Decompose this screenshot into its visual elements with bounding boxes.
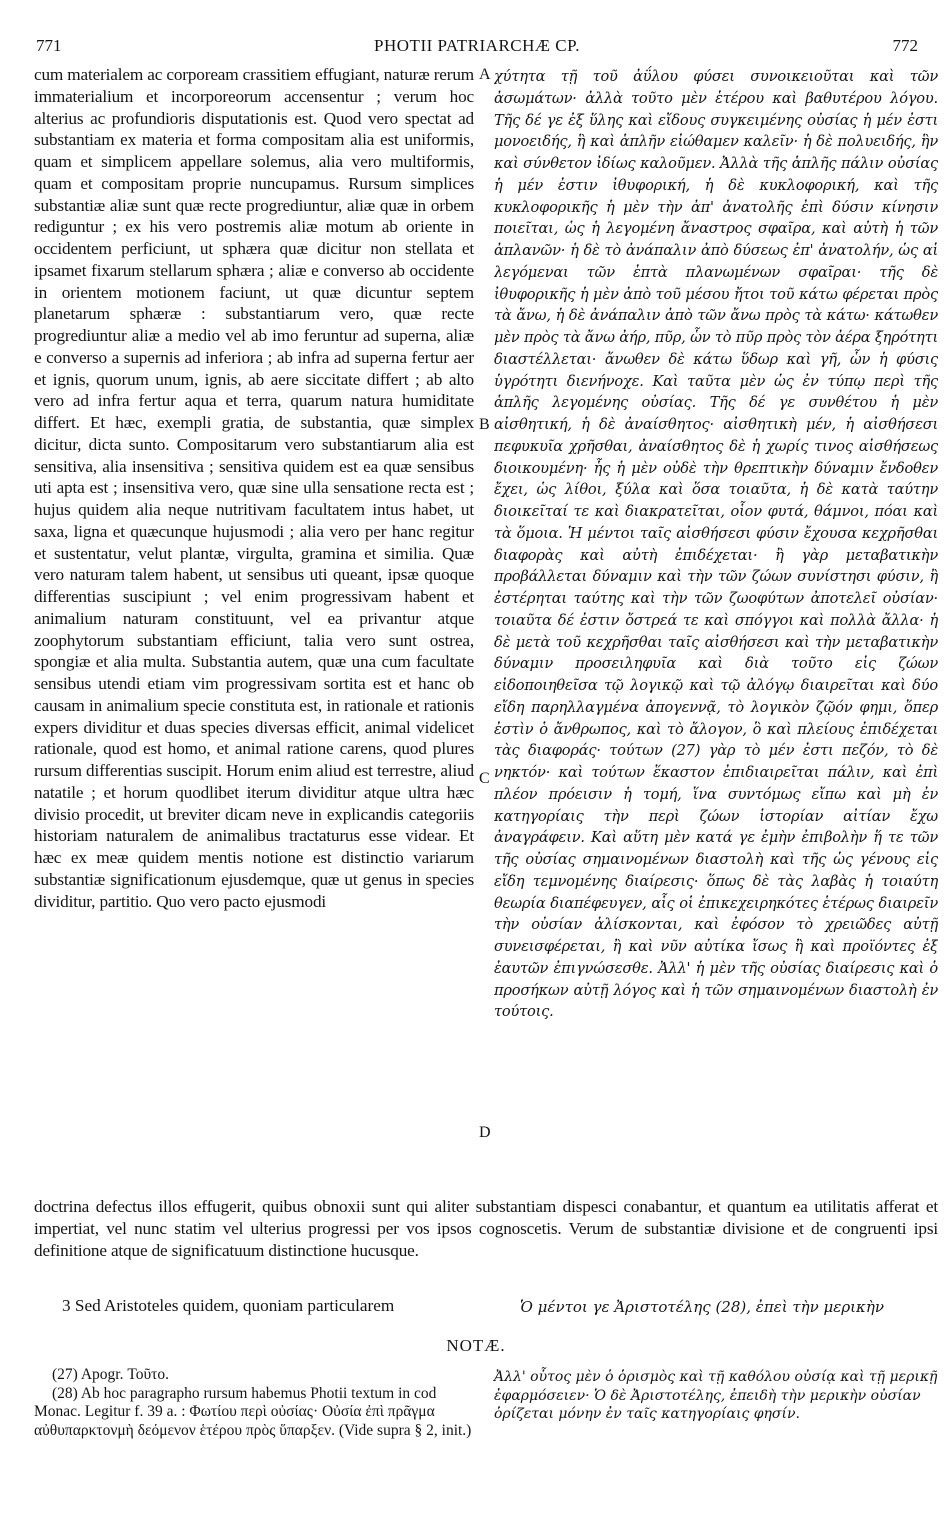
running-header (32, 36, 922, 60)
note-27: (27) Apogr. Τοῦτο. (52, 1366, 170, 1383)
notes-heading: NOTÆ. (446, 1336, 506, 1355)
latin-column: cum materialem ac corpoream crassitiem effugiant, naturæ rerum immaterialium et incorporeorum accensentur ; verum hoc alterius ac profundioris disputationis est. Quod vero spectat ad substantiam ex materia et forma compositam alia est uniformis, quam et simplicem appellare solemus, alia vero multiformis, quam et compositam proprie nuncupamus. Rursum simplices substantiæ aliæ sunt quæ recte progrediuntur, aliæ quæ in orbem rediguntur ; ex his vero postremis aliæ motum ab oriente in occidentem perficiunt, ut sphæra quæ dicitur non stellata et ipsamet fixarum stellarum sphæra ; aliæ e converso ab occidente in orientem motionem faciunt, ut quæ dicuntur septem planetarum sphæræ : substantiarum vero, quæ recte progrediuntur aliæ a medio vel ab imo feruntur ad superna, aliæ e converso a supernis ad inferiora ; ab infra ad superna fertur aer et ignis, quorum unum, ignis, ab aere siccitate differt ; ab alto vero ad infra fertur aqua et terra, quarum natura humiditate differt. Et hæc, exempli gratia, de substantia, quæ simplex dicitur, dicta sunto. Compositarum vero substantiarum alia est sensitiva, alia insensitiva ; sensitiva quidem est ea quæ sensibus uti apta est ; insensitiva vero, quæ sine ulla sensatione recta est ; hujus quidem alia neque nutritivam facultatem intus habet, ut saxa, ligna et quæcunque hujusmodi ; alia vero per hanc regitur et sustentatur, velut plantæ, virgulta, gramina et similia. Quæ vero naturam talem habent, ut sensibus uti queant, ipsæ quoque differentias suscipiunt ; vel enim progressivam habent et animalium naturam constituunt, vel ea privantur atque zoophytorum substantiam efficiunt, talia vero sunt ostrea, spongiæ et alia multa. Substantia autem, quæ una cum facultate sensibus utendi etiam vim progressivam sortita est et hanc ob causam in animalium specie constituta est, in rationale et rationis expers dividitur et duas species diversas efficit, animal videlicet rationale, quod est homo, et animal ratione carens, quod plures rursum differentias suscipit. Horum enim aliud est terrestre, aliud natatile ; et horum quodlibet iterum dividitur atque ultra hæc divisio procedit, ut breviter dicam neve in explicandis categoriis historiam naturalem de animalibus tractaturus esse videar. Et hæc ex meæ quidem mentis notione est distinctio variarum substantiæ significationum ejusdemque, quæ ut genus in species dividitur, partitio. Quo vero pacto ejusmodi (34, 65, 474, 911)
notes-right: Ἀλλ' οὗτος μὲν ὁ ὁρισμὸς καὶ τῇ καθόλου οὐσίᾳ καὶ τῇ μερικῇ ἐφαρμόσειεν· Ὁ δὲ Ἀριστοτέλης, ἐπειδὴ τὴν μερικὴν οὐσίαν ὁρίζεται μόνην ἐν ταῖς κατηγορίαις φησίν. (494, 1369, 938, 1422)
margin-letter-c: C (479, 770, 490, 787)
margin-letter-d: D (479, 1124, 491, 1141)
page-number-left: 771 (36, 36, 62, 55)
greek-column: χύτητα τῇ τοῦ ἀΰλου φύσει συνοικειοῦται καὶ τῶν ἀσωμάτων· ἀλλὰ τοῦτο μὲν ἑτέρου καὶ βαθυτέρου λόγου. Τῆς δέ γε ἐξ ὕλης καὶ εἴδους συγκειμένης οὐσίας ἡ μέν ἐστι μονοειδής, ἣ καὶ ἁπλῆν εἰώθαμεν καλεῖν· ἡ δὲ πολυειδής, ἣν καὶ σύνθετον ἰδίως καλοῦμεν. Ἀλλὰ τῆς ἁπλῆς πάλιν οὐσίας ἡ μέν ἐστιν ἰθυφορική, ἡ δὲ κυκλοφορική, καὶ τῆς κυκλοφορικῆς ἡ μὲν τὴν ἀπ' ἀνατολῆς ἐπὶ δύσιν κίνησιν ποιεῖται, ὡς ἡ λεγομένη ἄναστρος σφαῖρα, καὶ αὐτὴ ἡ τῶν ἀπλανῶν· ἡ δὲ τὸ ἀνάπαλιν ἀπὸ δύσεως ἐπ' ἀνατολήν, ὡς αἱ λεγόμεναι τῶν ἑπτὰ πλανωμένων σφαῖραι· τῆς δὲ ἰθυφορικῆς ἡ μὲν ἀπὸ τοῦ μέσου ἤτοι τοῦ κάτω φέρεται πρὸς τὰ ἄνω, ἡ δὲ ἀνάπαλιν ἀπὸ τῶν ἄνω πρὸς τὰ κάτω· κάτωθεν μὲν πρὸς τὰ ἄνω ἀήρ, πῦρ, ὧν τὸ πῦρ πρὸς τὸν ἀέρα ξηρότητι διαστέλλεται· ἄνωθεν δὲ κάτω ὕδωρ καὶ γῆ, ὧν ἡ φύσις ὑγρότητι διενήνοχε. Καὶ ταῦτα μὲν ὡς ἐν τύπῳ περὶ τῆς ἁπλῆς λεγομένης οὐσίας. Τῆς δέ γε συνθέτου ἡ μὲν αἰσθητική, ἡ δὲ ἀναίσθητος· αἰσθητικὴ μέν, ἡ αἰσθήσεσι πεφυκυῖα χρῆσθαι, ἀναίσθητος δὲ ἡ χωρίς τινος αἰσθήσεως διοικουμένη· ἧς ἡ μὲν οὐδὲ τὴν θρεπτικὴν δύναμιν ἔνδοθεν ἔχει, ὡς λίθοι, ξύλα καὶ ὅσα τοιαῦτα, ἡ δὲ κατὰ ταύτην διοικεῖταί τε καὶ διακρατεῖται, οἷον φυτά, θάμνοι, πόαι καὶ τὰ ὅμοια. Ἡ μέντοι ταῖς αἰσθήσεσι φύσιν ἔχουσα κεχρῆσθαι διαφορὰς καὶ αὐτὴ ἐπιδέχεται· ἢ γὰρ μεταβατικὴν προβάλλεται δύναμιν καὶ τὴν τῶν ζώων συνίστησι φύσιν, ἢ ἐστέρηται ταύτης καὶ τὴν τῶν ζωοφύτων ἀποτελεῖ οὐσίαν· τοιαῦτα δέ ἐστιν ὄστρεά τε καὶ σπόγγοι καὶ πολλὰ ἄλλα· ἡ δὲ μετὰ τοῦ κεχρῆσθαι ταῖς αἰσθήσεσι καὶ τὴν μεταβατικὴν δύναμιν προσειληφυῖα καὶ διὰ τοῦτο εἰς ζώων εἰδοποιηθεῖσα τῷ λογικῷ καὶ τῷ ἀλόγῳ διαιρεῖται καὶ δύο εἴδη παρηλλαγμένα ἀπογεννᾷ, τὸ λογικὸν ζῷόν φημι, ὅπερ ἐστὶν ὁ ἄνθρωπος, καὶ τὸ ἄλογον, ὃ καὶ πλείους ἐπιδέχεται τὰς διαφοράς· τούτων (27) γὰρ τὸ μέν ἐστι πεζόν, τὸ δὲ νηκτόν· καὶ τούτων ἕκαστον ἐπιδιαιρεῖται πάλιν, καὶ ἐπὶ πλέον πρόεισιν ἡ τομή, ἵνα συντόμως εἴπω καὶ μὴ ἐν κατηγορίαις τὴν περὶ ζώων ἱστορίαν αἰτίαν ἔχω ἀναγράφειν. Καὶ αὕτη μὲν κατά γε ἐμὴν ἐπιβολὴν ἥ τε τῶν τῆς οὐσίας σημαινομένων διαστολὴ καὶ τῆς ὡς γένους εἰς εἴδη τεμνομένης διαίρεσις· ὅπως δὲ τὰς λαβὰς ἡ τοιαύτη θεωρία διαπέφευγεν, αἷς οἱ ἐπικεχειρηκότες ἑτέρως διαιρεῖν τὴν οὐσίαν ἁλίσκονται, καὶ ἐφόσον τὸ χρειῶδες αὐτῇ συνεισφέρεται, ἢ καὶ νῦν αὐτίκα ἴσως ἢ καὶ προϊόντες ἐξ ἑαυτῶν ἐπιγνώσεσθε. Ἀλλ' ἡ μὲν τῆς οὐσίας διαίρεσις καὶ ὁ προσήκων αὐτῇ λόγος καὶ ἡ τῶν σημαινομένων διαστολὴ ἐν τούτοις. (494, 68, 938, 1021)
full-width-paragraph: doctrina defectus illos effugerit, quibus obnoxii sunt qui aliter substantiam dispesci conabantur, et quantum ea utilitatis afferat et impertiat, vel nunc statim vel ulterius progressi per vos ipsos cognoscetis. Verum de substantiæ divisione et de congruenti ipsi definitione atque de significatuum distinctione hucusque. (34, 1197, 938, 1260)
paragraph-3-latin-start: 3 Sed Aristoteles quidem, quoniam particularem (62, 1296, 395, 1315)
running-title: PHOTII PATRIARCHÆ CP. (374, 36, 580, 55)
paragraph-3-greek-start: Ὁ μέντοι γε Ἀριστοτέλης (28), ἐπεὶ τὴν μερικὴν (520, 1298, 884, 1316)
page-number-right: 772 (892, 36, 918, 55)
note-28: (28) Ab hoc paragrapho rursum habemus Photii textum in cod Monac. Legitur f. 39 a. : Φωτίου περὶ οὐσίας· Οὐσία ἐπὶ πρᾶγμα αὐθυπαρκτονμὴ δεόμενον ἑτέρου πρὸς ὕπαρξεν. (Vide supra § 2, init.) (34, 1384, 472, 1439)
margin-letter-a: A (479, 66, 491, 83)
margin-letter-b: B (479, 416, 490, 433)
notes-left (34, 1366, 474, 1440)
